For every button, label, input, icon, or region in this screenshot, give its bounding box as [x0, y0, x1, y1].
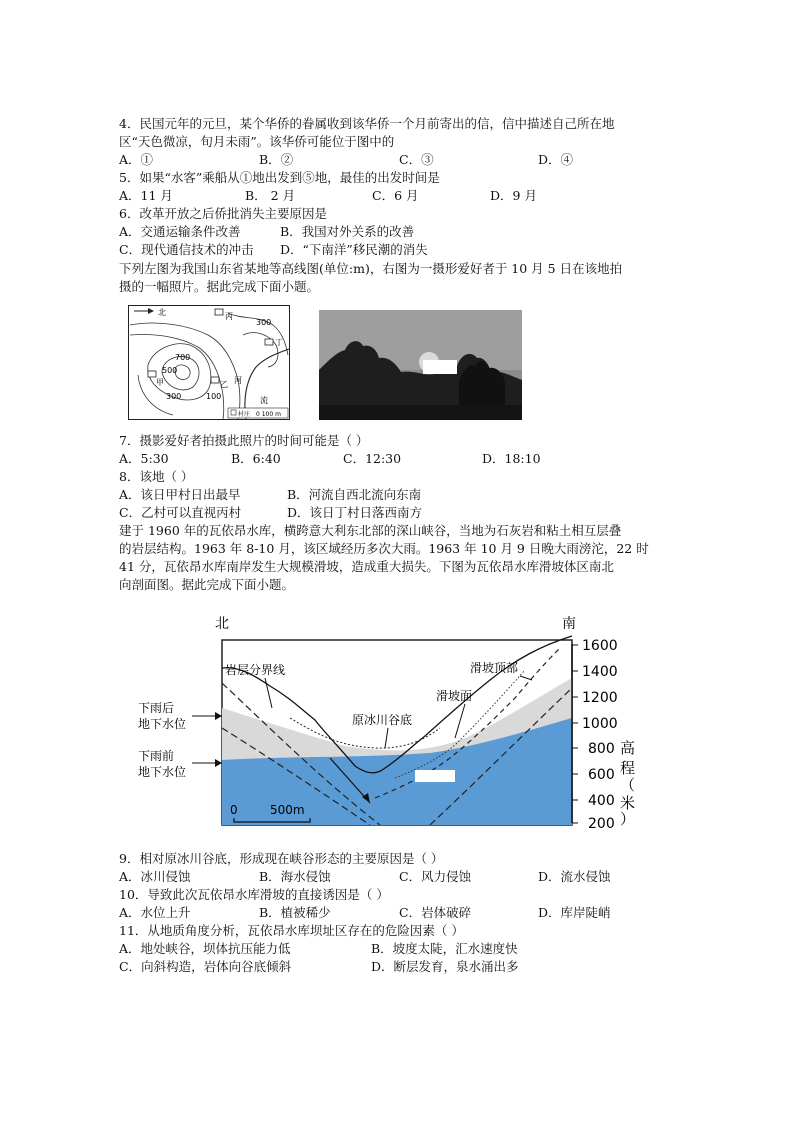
map-label-700: 700	[175, 353, 191, 362]
q8-option-d: D．该日丁村日落西南方	[287, 505, 423, 520]
legend-village: 村庄	[238, 411, 251, 418]
q10-option-a: A．水位上升	[119, 905, 191, 920]
intro2-line1: 下列左图为我国山东省某地等高线图(单位:m)，右图为一摄形爱好者于 10 月 5 日在该地拍	[119, 261, 623, 276]
q4-stem-line1: 4．民国元年的元旦，某个华侨的眷属收到该华侨一个月前寄出的信，信中描述自己所在地	[119, 116, 615, 131]
scale-zero: 0	[230, 803, 238, 817]
scale-label: 500m	[270, 803, 305, 817]
map-label-ding: 丁	[275, 338, 283, 347]
label-after-rain-1: 下雨后	[138, 701, 175, 715]
axis-title-char-2: 程	[620, 759, 636, 777]
map-label-liu: 流	[260, 396, 268, 405]
landslide-profile	[130, 608, 660, 833]
q4-option-c: C．③	[399, 152, 434, 167]
q4-option-b: B．②	[259, 152, 294, 167]
tick-1000: 1000	[582, 716, 618, 732]
map-label-100: 100	[206, 392, 222, 401]
label-slide-top: 滑坡顶部	[470, 661, 519, 675]
q9-option-a: A．冰川侵蚀	[119, 869, 191, 884]
q6-option-c: C．现代通信技术的冲击	[119, 242, 254, 257]
q6-option-b: B．我国对外关系的改善	[280, 224, 415, 239]
q8-option-b: B．河流自西北流向东南	[287, 487, 422, 502]
map-label-jia: 甲	[156, 378, 164, 387]
q11-option-a: A．地处峡谷，坝体抗压能力低	[119, 941, 291, 956]
map-label-500: 500	[162, 366, 178, 375]
axis-title-char-1: 高	[620, 739, 636, 757]
q5-option-a: A．11 月	[119, 188, 173, 203]
q10-option-b: B．植被稀少	[259, 905, 331, 920]
sunset-photo	[319, 310, 522, 420]
q11-option-c: C．向斜构造，岩体向谷底倾斜	[119, 959, 292, 974]
q11-stem: 11．从地质角度分析，瓦依昂水库坝址区存在的危险因素（ ）	[119, 923, 464, 938]
q7-option-c: C．12:30	[343, 451, 402, 466]
q7-option-d: D．18:10	[482, 451, 541, 466]
map-label-he: 河	[234, 376, 242, 385]
tick-200: 200	[588, 816, 615, 832]
q6-option-d: D．“下南洋”移民潮的消失	[280, 242, 428, 257]
north-label: 北	[158, 308, 166, 317]
intro3-line4: 向剖面图。据此完成下面小题。	[119, 577, 295, 592]
q9-stem: 9．相对原冰川谷底，形成现在峡谷形态的主要原因是（ ）	[119, 851, 444, 866]
q11-option-b: B．坡度太陡，汇水速度快	[371, 941, 518, 956]
legend-scale: 0 100 m	[256, 411, 281, 418]
q4-option-a: A．①	[119, 152, 154, 167]
tick-1200: 1200	[582, 690, 618, 706]
label-before-rain-1: 下雨前	[138, 749, 175, 763]
q9-option-b: B．海水侵蚀	[259, 869, 331, 884]
intro2-line2: 摄的一幅照片。据此完成下面小题。	[119, 279, 320, 294]
axis-title-char-3: （	[620, 776, 636, 794]
tick-1600: 1600	[582, 638, 618, 654]
label-after-rain-2: 地下水位	[138, 717, 187, 731]
elevation-axis	[572, 638, 618, 832]
q10-option-c: C．岩体破碎	[399, 905, 472, 920]
q4-option-d: D．④	[538, 152, 574, 167]
q5-option-d: D．9 月	[490, 188, 537, 203]
q5-option-b: B． 2 月	[245, 188, 296, 203]
q10-option-d: D．库岸陡峭	[538, 905, 611, 920]
tick-600: 600	[588, 767, 615, 783]
label-south: 南	[562, 616, 576, 632]
label-slide-surface: 滑坡面	[436, 689, 473, 703]
axis-title-char-5: ）	[620, 810, 636, 828]
q7-option-b: B．6:40	[231, 451, 281, 466]
intro3-line1: 建于 1960 年的瓦依昂水库，横跨意大利东北部的深山峡谷，当地为石灰岩和粘土相互层叠	[119, 523, 622, 538]
intro3-line2: 的岩层结构。1963 年 8-10 月，该区域经历多次大雨。1963 年 10 月 9 日晚大雨滂沱，22 时	[119, 541, 649, 556]
q8-stem: 8．该地（ ）	[119, 469, 194, 484]
q5-option-c: C．6 月	[372, 188, 419, 203]
q5-stem: 5．如果“水客”乘船从①地出发到⑤地，最佳的出发时间是	[119, 170, 440, 185]
map-label-300a: 300	[256, 318, 272, 327]
q8-option-a: A．该日甲村日出最早	[119, 487, 241, 502]
label-north: 北	[215, 616, 229, 632]
q9-option-c: C．风力侵蚀	[399, 869, 472, 884]
q11-option-d: D．断层发育，泉水涌出多	[371, 959, 519, 974]
axis-title-char-4: 米	[620, 794, 636, 812]
q10-stem: 10．导致此次瓦依昂水库滑坡的直接诱因是（ ）	[119, 887, 389, 902]
axis-title	[620, 739, 635, 828]
q9-option-d: D．流水侵蚀	[538, 869, 611, 884]
intro3-line3: 41 分，瓦依昂水库南岸发生大规模滑坡，造成重大损失。下图为瓦依昂水库滑坡体区南北	[119, 559, 614, 574]
map-label-300b: 300	[166, 392, 182, 401]
map-label-bing: 丙	[225, 312, 233, 321]
label-glacial-valley: 原冰川谷底	[352, 713, 413, 727]
tick-400: 400	[588, 793, 615, 809]
q7-option-a: A．5:30	[119, 451, 169, 466]
q6-option-a: A．交通运输条件改善	[119, 224, 241, 239]
q6-stem: 6．改革开放之后侨批消失主要原因是	[119, 206, 327, 221]
tick-1400: 1400	[582, 664, 618, 680]
label-before-rain-2: 地下水位	[138, 765, 187, 779]
tick-800: 800	[588, 741, 615, 757]
contour-map	[128, 305, 290, 420]
label-rock-boundary: 岩层分界线	[225, 663, 286, 677]
q7-stem: 7．摄影爱好者拍摄此照片的时间可能是（ ）	[119, 433, 369, 448]
map-label-yi: 乙	[220, 380, 228, 389]
q8-option-c: C．乙村可以直视丙村	[119, 505, 242, 520]
q4-stem-line2: 区“天色微凉，旬月未雨”。该华侨可能位于图中的	[119, 134, 395, 149]
